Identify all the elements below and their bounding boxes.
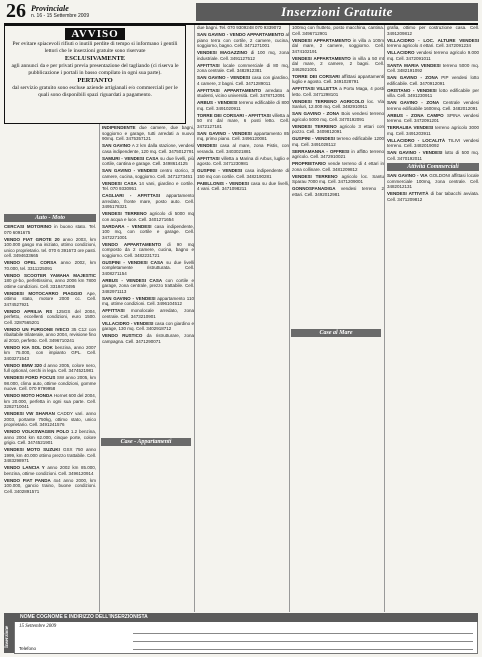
ad-lead: GUSPINI - VENDESI CASA xyxy=(102,259,164,265)
ad-lead: SERRAMANNA - OFFRESI xyxy=(292,148,350,154)
ad-lead: VENDESI MOTO SUZUKI xyxy=(4,447,60,452)
ad-lead: TERRALBA VENDESI xyxy=(387,125,434,130)
ad-lead: VENDO APPARTAMENTO xyxy=(102,241,162,247)
ad-entry xyxy=(4,327,96,344)
ad-text: appartamento 85 mq, primo piano. Cell. 3496120081 xyxy=(197,130,289,141)
ad-text: arredato a studenti, vicino università. Cell. 3478712091 xyxy=(197,87,289,98)
ad-lead: VENDO SCOOTER YAMAHA MAJESTIC xyxy=(4,272,96,278)
ad-text: 180 gr-bo, perfettissimo, anno 2006 km 7800 ottime condizioni. Cell. 3318473495 xyxy=(4,278,96,289)
ad-entry xyxy=(387,100,479,111)
ad-text: in buono stato. Tel. 070 6091675 xyxy=(4,224,96,235)
ad-text: al piano terra con cortile, 2 camere, cucina, soggiorno, bagno. Cell. 3471271001 xyxy=(197,32,289,48)
ad-entry xyxy=(197,168,289,179)
ad-lead: AFFITTASI VILLETTA xyxy=(292,86,338,91)
ad-lead: SAN GAVINO - VIA xyxy=(387,173,428,178)
ad-text: SPINA vendesi terreno. Cell. 3472091201 xyxy=(387,112,479,123)
ad-entry xyxy=(292,38,384,55)
ad-lead: VILLACIDRO xyxy=(387,50,415,55)
ad-lead: VENDO UN FURGONE IVECO xyxy=(4,326,70,332)
notice-text-3: dal servizio gratuito sono escluse aziende artigianali e/o commerciali per le quali sono disponibili spazi riguardati a pagamento. xyxy=(12,85,178,98)
ad-lead: SARDARA - VENDESI xyxy=(102,223,152,229)
ad-lead: SAMURI - VENDESI CASA xyxy=(102,155,159,161)
ad-entry xyxy=(387,25,479,36)
ad-text: da ristrutturare, zona campagna. Cell. 3471290071 xyxy=(102,333,194,344)
ad-text: vendesi terreno agricolo 9.000 mq. Cell. 3472091011 xyxy=(387,50,479,61)
ad-entry xyxy=(4,363,96,374)
ad-entry xyxy=(197,100,289,111)
ad-text: terreno 5000 mq. Cell. 3482191092 xyxy=(387,62,479,73)
ad-text: 4x4 anno 2000, km 100.000, gancio traino, buone condizioni. Cell. 3402891571 xyxy=(4,477,96,494)
ad-entry xyxy=(387,113,479,124)
ad-lead: AFFITTASI APPARTAMENTO xyxy=(197,87,262,93)
ad-lead: SAN GAVINO - VENDESI xyxy=(197,130,252,136)
ads-list-attivita xyxy=(387,173,479,202)
ad-lead: TORRE DEI CORSARI xyxy=(292,73,340,79)
ad-lead: VENDESI TERRENO xyxy=(292,173,338,179)
ad-lead: VENDO RUSTICO xyxy=(102,333,143,338)
ad-lead: VENDESI xyxy=(197,143,217,148)
ad-entry xyxy=(292,25,384,36)
ad-lead: SAN GAVINO - VENDO APPARTAMENTO xyxy=(197,32,285,37)
ad-text: anno 2003, km 100.000 gasgo ma iniziato, ottimo condizioni, unico proprietario. tel. 070 6 391673 ore pasti. cell. 3494633665 xyxy=(4,236,96,258)
ad-text: 100mq con frutteto, posto macchina, cantina. Cell. 3496712901 xyxy=(292,25,384,36)
ads-list-4 xyxy=(292,25,384,197)
ad-entry xyxy=(102,211,194,222)
coupon-heading: NOME COGNOME E INDIRIZZO DELL'INSERZIONISTA xyxy=(14,613,478,622)
ad-text: casa indipendente, 100 mq, con cortile e garage. Cell. 3472271001 xyxy=(102,223,194,240)
ad-lead: VENDESI FORD FOCUS xyxy=(4,375,56,380)
ad-entry xyxy=(387,138,479,149)
ad-entry xyxy=(292,99,384,110)
ad-text: in villa a 100m dal mare, 2 camere, soggiorno. Cell. 3474102191 xyxy=(292,37,384,54)
category-appartamenti: Case - Appartamenti xyxy=(101,438,191,446)
category-auto-moto: Auto - Moto xyxy=(4,214,96,222)
page-number: 26 xyxy=(6,0,26,22)
ad-lead: AFFITTASI xyxy=(197,155,220,161)
ad-lead: VENDO MOTO HONDA xyxy=(4,393,53,398)
ad-lead: SAN GAVINO - VENDESI xyxy=(387,150,443,155)
ad-entry xyxy=(197,88,289,99)
ad-lead: VENDO KIA SOL DOK xyxy=(4,344,53,350)
ad-lead: VENDO LANCIA Y xyxy=(4,465,45,470)
ad-lead: VENDESI APPARTAMENTO xyxy=(292,37,351,43)
ad-text: villetta a 50 mt dal mare, 6 posti letto. Cell. 3472127181 xyxy=(197,112,289,129)
ad-lead: SANTA MARIA VENDESI xyxy=(387,62,441,68)
ad-entry xyxy=(387,88,479,99)
ad-text: TILIVI vendesi terreno. Cell. 3482019092 xyxy=(387,137,479,148)
notice-text-1: Per evitare spiacevoli rifiuti o inutili perdite di tempo si informano i gentili lettori che le inserzioni gratuite sono riservate xyxy=(12,41,178,54)
ad-text: vendesi terreno 2 ettari. Cell. 3492012981 xyxy=(292,186,384,197)
ad-text: d anno 2005, colore nero, full optional, cerchi in lega. Cell. 3474521981 xyxy=(4,362,96,373)
ad-lead: VENDESI APPARTAMENTO xyxy=(292,55,351,61)
ad-lead: VENDO VOLKSWAGEN POLO xyxy=(4,429,69,434)
ad-entry xyxy=(102,193,194,210)
ad-text: SW anno 2005, km 98.000, clima auto, ottime condizioni, gomme nuove. Cell. 070 9799958 xyxy=(4,375,96,391)
ad-lead: SAN GAVINO xyxy=(102,143,131,148)
coupon-form[interactable] xyxy=(14,622,478,654)
notice-heading-2: PERTANTO xyxy=(77,77,113,84)
ad-lead: SAN GAVINO - VENDESI xyxy=(197,75,251,80)
ad-entry xyxy=(292,161,384,172)
ad-text: monolocale arredato, zona centrale. Cell. 3473210901 xyxy=(102,308,194,319)
ad-entry xyxy=(197,143,289,154)
ad-entry xyxy=(4,447,96,464)
ad-lead: SAN GAVINO - VENDESI xyxy=(102,295,156,301)
ad-lead: VENDESI CASA xyxy=(102,180,137,186)
ad-lead: GUSPINI - VENDESI xyxy=(292,136,335,141)
ad-text: Centrale vendesi terreno edificabile 1600mq. Cell. 3482012091 xyxy=(387,100,479,111)
brand-logo: Provinciale xyxy=(31,4,69,13)
ad-text: terreno edificabile di 800 mq. Cell. 3491020911 xyxy=(197,100,289,111)
coupon-footer xyxy=(4,613,478,653)
ad-text: due camere, due bagni, soggiorno e garage, tutti arredati a nuovo 90mq. Cell. 3475357121 xyxy=(102,125,194,141)
ad-entry xyxy=(292,174,384,185)
ad-entry xyxy=(102,333,194,344)
ad-entry xyxy=(292,136,384,147)
ad-lead: CERCASI MOTORINO xyxy=(4,224,52,229)
ad-entry xyxy=(4,465,96,476)
ad-text: 125GS del 2004, perfetto, eccellenti condizioni, euro 1500. Cell. 3287565201 xyxy=(4,308,96,325)
ad-text: anno 2002 km 85.000, benzina, ottime condizioni. Cell. 3496120914 xyxy=(4,465,96,476)
ad-text: di bar tabacchi avviata. Cell. 3471209812 xyxy=(387,191,479,202)
ad-text: casa con giardino, 4 camere, 2 bagni. Cell. 3471289011 xyxy=(197,75,289,86)
ad-entry xyxy=(4,429,96,446)
ad-lead: VENDESI ATTIVITÀ xyxy=(387,191,429,196)
ad-entry xyxy=(292,86,384,97)
ad-text: casa con giardino e garage, 130 mq. Cell. 3402918712 xyxy=(102,320,194,331)
ad-text: appartamento 110 mq, ottime condizioni. Cell. 3496104512 xyxy=(102,295,194,306)
ad-lead: AFFITTASI xyxy=(197,62,220,68)
ad-text: agricolo di 5000 mq con acqua e luce. Cell. 3401271654 xyxy=(102,211,194,222)
coupon-phone-label: Telefono xyxy=(19,646,37,651)
ad-text: grafia, ottimo per costruzione casa. Cell. 3491209812 xyxy=(387,25,479,36)
ad-entry xyxy=(197,63,289,74)
ad-lead: SAN GAVINO - ZONA xyxy=(387,100,440,105)
ad-lead: PROPRIETARIO xyxy=(292,161,326,166)
ad-text: A 2 km dalla stazione, vendesi casa indipendente, 120 mq. Cell. 3475012791 xyxy=(102,143,194,154)
ads-column-3 xyxy=(194,25,289,612)
ad-text: su due livelli completamente ristrutturata. Cell. 3408271154 xyxy=(102,259,194,276)
ad-lead: VENDO FIAT GROTE 20 xyxy=(4,236,60,242)
ad-entry xyxy=(292,186,384,197)
issue-line: n. 16 - 15 Settembre 2009 xyxy=(31,13,90,19)
ad-text: 1.2 benzina, anno 2004 km 62.000, cinque porte, colore grigio. Cell. 3474521901 xyxy=(4,429,96,445)
ad-text: con cortile e garage, zona centrale, prezzo trattabile. Cell. 3482971113 xyxy=(102,277,194,294)
ad-lead: VILLACIDRO - LOCALITÀ xyxy=(387,137,446,143)
ad-text: in villa a 50 mt dal mare, 2 camere, 2 bagni. Cell. 3462921001 xyxy=(292,55,384,72)
ad-text: lotto edificabile per villa. Cell. 3491230911 xyxy=(387,87,479,98)
ad-entry xyxy=(387,38,479,49)
ad-entry xyxy=(4,411,96,428)
ad-entry xyxy=(4,393,96,410)
ad-text: Ape, ottimo stato, motore 2000 cc. Cell. 3474527921 xyxy=(4,290,96,307)
ad-text: villetta a Marina di Arbus, luglio e agosto. Cell. 3471230981 xyxy=(197,155,289,166)
ad-entry xyxy=(4,273,96,290)
ad-entry xyxy=(4,260,96,271)
ad-entry xyxy=(197,25,289,31)
ad-text: affittasi appartamenti luglio e agosto. Cell. 3491028791 xyxy=(292,73,384,84)
ad-lead: VENDO FIAT PANDA xyxy=(4,477,51,483)
page-header xyxy=(4,0,478,25)
ad-lead: GUSPINI - VENDESI xyxy=(197,168,243,173)
ad-entry xyxy=(102,168,194,179)
ad-entry xyxy=(4,375,96,392)
ad-entry xyxy=(4,224,96,235)
notice-heading-1: ESCLUSIVAMENTE xyxy=(64,55,126,62)
ad-text: in affitto terreno agricolo. Cell. 3472910021 xyxy=(292,148,384,159)
ads-list-2 xyxy=(102,125,194,344)
ad-text: benzina, anno 2007 km 75.000, con impianto GPL. Cell. 3403271543 xyxy=(4,344,96,361)
ad-text: terreno agricolo 4 ettari. Cell. 3472091234 xyxy=(387,43,472,48)
ad-lead: VENDESI TERRENO xyxy=(102,211,147,216)
ad-text: GSX 750 anno 1999, km 40.000 ottimo prezzo trattabile. Cell. 3483298971 xyxy=(4,447,96,463)
ad-text: casa indipendente di 150 mq con cortile. Cell. 3482190281 xyxy=(197,168,289,179)
section-title: Inserzioni Gratuite xyxy=(196,3,478,21)
ad-entry xyxy=(292,149,384,160)
ad-lead: ORISTANO - VENDESI xyxy=(387,87,437,93)
ad-entry xyxy=(197,156,289,167)
ad-lead: VENDO OPEL CORSA xyxy=(4,260,57,265)
ad-lead: AFFITTASI xyxy=(102,308,125,313)
ad-lead: INDIPENDENTE xyxy=(102,125,136,130)
ad-lead: VENDESI TERRENO xyxy=(292,123,337,129)
ad-text: anno 2002, km 70.000, tel. 3311225091 xyxy=(4,260,96,271)
ad-entry xyxy=(387,191,479,202)
ads-column-4 xyxy=(289,25,384,612)
ad-lead: SAN GAVINO - ZONA xyxy=(387,75,438,80)
ad-lead: VENDESI MOTOCARRO PIAGGIO xyxy=(4,290,83,296)
notice-box xyxy=(4,25,186,124)
ad-text: lotto di 500 mq. Cell. 3470192011 xyxy=(387,150,479,161)
ad-entry xyxy=(102,181,194,192)
ad-text: a Portu Maga, 4 posti letto. Cell. 3471298101 xyxy=(292,86,384,97)
ad-entry xyxy=(387,75,479,86)
ad-lead: PABILLONIS - VENDESI xyxy=(197,180,249,186)
coupon-side-label: Inserzione xyxy=(4,613,14,653)
ad-lead: ARBUS - ZONA CAMPO xyxy=(387,112,444,118)
ad-entry xyxy=(4,309,96,326)
ad-entry xyxy=(102,260,194,277)
ad-entry xyxy=(102,296,194,307)
ad-lead: VENDESI TERRENO AGRICOLO xyxy=(292,98,365,104)
ad-entry xyxy=(197,113,289,130)
ad-text: GOLDONI affittasi locale commerciale 100mq, zona centrale. Cell. 3482012131 xyxy=(387,173,479,189)
ad-text: Bois vendesi terreno agricolo 5000 mq. Cell. 3470192091 xyxy=(292,111,384,122)
ad-lead: VENDO BMW 320 xyxy=(4,362,42,368)
ad-lead: SAN GAVINO - ZONA xyxy=(292,111,340,116)
ad-entry xyxy=(292,74,384,85)
ad-entry xyxy=(387,150,479,161)
notice-title: AVVISO xyxy=(65,28,125,40)
ad-text: Hornet 600 del 2004, km 20.000, perfetta in ogni sua parte. Cell. 3282710041 xyxy=(4,393,96,409)
ad-entry xyxy=(102,242,194,259)
ad-text: PIP vendesi lotto edificabile. Cell. 3470912091 xyxy=(387,75,479,86)
ads-list-1 xyxy=(4,224,96,494)
ad-entry xyxy=(102,156,194,167)
ad-entry xyxy=(197,50,289,61)
ad-text: casa su due livelli, 4 vani. Cell. 3471098211 xyxy=(197,180,289,191)
ad-text: agricolo loc. Santu Sparau 7000 mq. Cell. 3471209001 xyxy=(292,173,384,184)
ad-text: centro storico, 3 camere, cucina, soggiorno. Cell. 3471273451 xyxy=(102,168,194,179)
ads-column-5 xyxy=(384,25,479,612)
ad-lead: VILLACIDRO - VENDESI xyxy=(102,320,154,326)
ad-text: loc. Via Sanluri, 12.000 mq. Cell. 3482910911 xyxy=(292,98,384,109)
ad-entry xyxy=(4,478,96,495)
ad-entry xyxy=(4,291,96,308)
ad-lead: VENDESI MAGAZZINO xyxy=(197,50,248,55)
ad-lead: VENDO APRILIA RS xyxy=(4,308,53,314)
ad-lead: VENDESI VW SHARAN xyxy=(4,411,55,416)
notice-text-2: agli annunci da e per privati previa presentazione del tagliando (ci riserva le pubblicazione i portali in basso compilato in ogni sua parte). xyxy=(11,63,179,76)
ad-entry xyxy=(197,75,289,86)
ad-text: di 90 mq composto da 2 camere, cucina, bagno e soggiorno. Cell. 3482231721 xyxy=(102,241,194,258)
category-case-al-mare: Case al Mare xyxy=(291,329,381,337)
ad-text: agricolo 3 ettari con pozzo. Cell. 3409812091 xyxy=(292,123,384,134)
ad-entry xyxy=(197,32,289,49)
ad-entry xyxy=(197,181,289,192)
ad-entry xyxy=(197,131,289,142)
ad-entry xyxy=(387,173,479,190)
ads-list-5 xyxy=(387,25,479,161)
ad-text: di 100 mq, zona industriale. Cell. 3491127512 xyxy=(197,50,289,61)
ad-text: su due livelli, più cortile, cantina e garage. Cell. 3498614125 xyxy=(102,155,194,166)
ad-lead: ARBUS - VENDESI CASA xyxy=(102,277,163,283)
ads-list-3 xyxy=(197,25,289,192)
ad-entry xyxy=(387,50,479,61)
ad-entry xyxy=(102,125,194,142)
ad-text: casa al mare, zona Pistis, con veranda. Cell. 3403021881 xyxy=(197,143,289,154)
ad-entry xyxy=(102,278,194,295)
ad-entry xyxy=(292,56,384,73)
ad-text: CADDY vari. anno 2003, portante 750kg, ottimo stato, unico proprietario. Cell. 3491241576 xyxy=(4,411,96,427)
ad-lead: GONNOSFANADIGA xyxy=(292,186,336,191)
ad-text: 14 vani, giardino e cortile. Tel. 070 9330951 xyxy=(102,180,194,191)
coupon-date: 15 Settembre 2009 xyxy=(19,624,57,629)
category-attivita: Attività Commerciali xyxy=(387,163,479,171)
ad-entry xyxy=(292,124,384,135)
ad-entry xyxy=(292,111,384,122)
ad-text: 35 C12 con ribaltabile trilaterale, anno 2004, revisione fino al 2010, perfetto. Cell. 3496710241 xyxy=(4,326,96,343)
ad-entry xyxy=(387,125,479,136)
ad-lead: SAN GAVINO - VENDESI xyxy=(102,168,158,173)
ad-lead: ARBUS - VENDESI xyxy=(197,100,238,105)
ad-lead: TORRE DEI CORSARI - AFFITTASI xyxy=(197,112,271,118)
ad-text: vende terreno di 4 ettari in zona collinare. Cell. 3481209812 xyxy=(292,161,384,172)
ad-text: appartamento arredato, fronte mare, posto auto. Cell. 3495178321 xyxy=(102,193,194,209)
ad-entry xyxy=(102,224,194,241)
ad-text: terreno edificabile 1200 mq. Cell. 3491028112 xyxy=(292,136,384,147)
ad-entry xyxy=(4,237,96,259)
ad-lead: CAGLIARI - AFFITTASI xyxy=(102,193,161,198)
ad-entry xyxy=(4,345,96,362)
ad-text: due bagni. Tel. 070 9309248 070 9339072 xyxy=(197,25,282,30)
ad-entry xyxy=(102,143,194,154)
ad-entry xyxy=(387,63,479,74)
ad-text: terreno agricolo 3000 mq. Cell. 3491203911 xyxy=(387,125,479,136)
ad-lead: VILLACIDRO - LOC. ALTURE VENDESI xyxy=(387,37,479,43)
ad-text: locale commerciale di 80 mq, zona centrale. Cell. 3482912381 xyxy=(197,62,289,73)
ad-entry xyxy=(102,308,194,319)
coupon-write-lines[interactable] xyxy=(133,629,473,653)
ad-entry xyxy=(102,321,194,332)
